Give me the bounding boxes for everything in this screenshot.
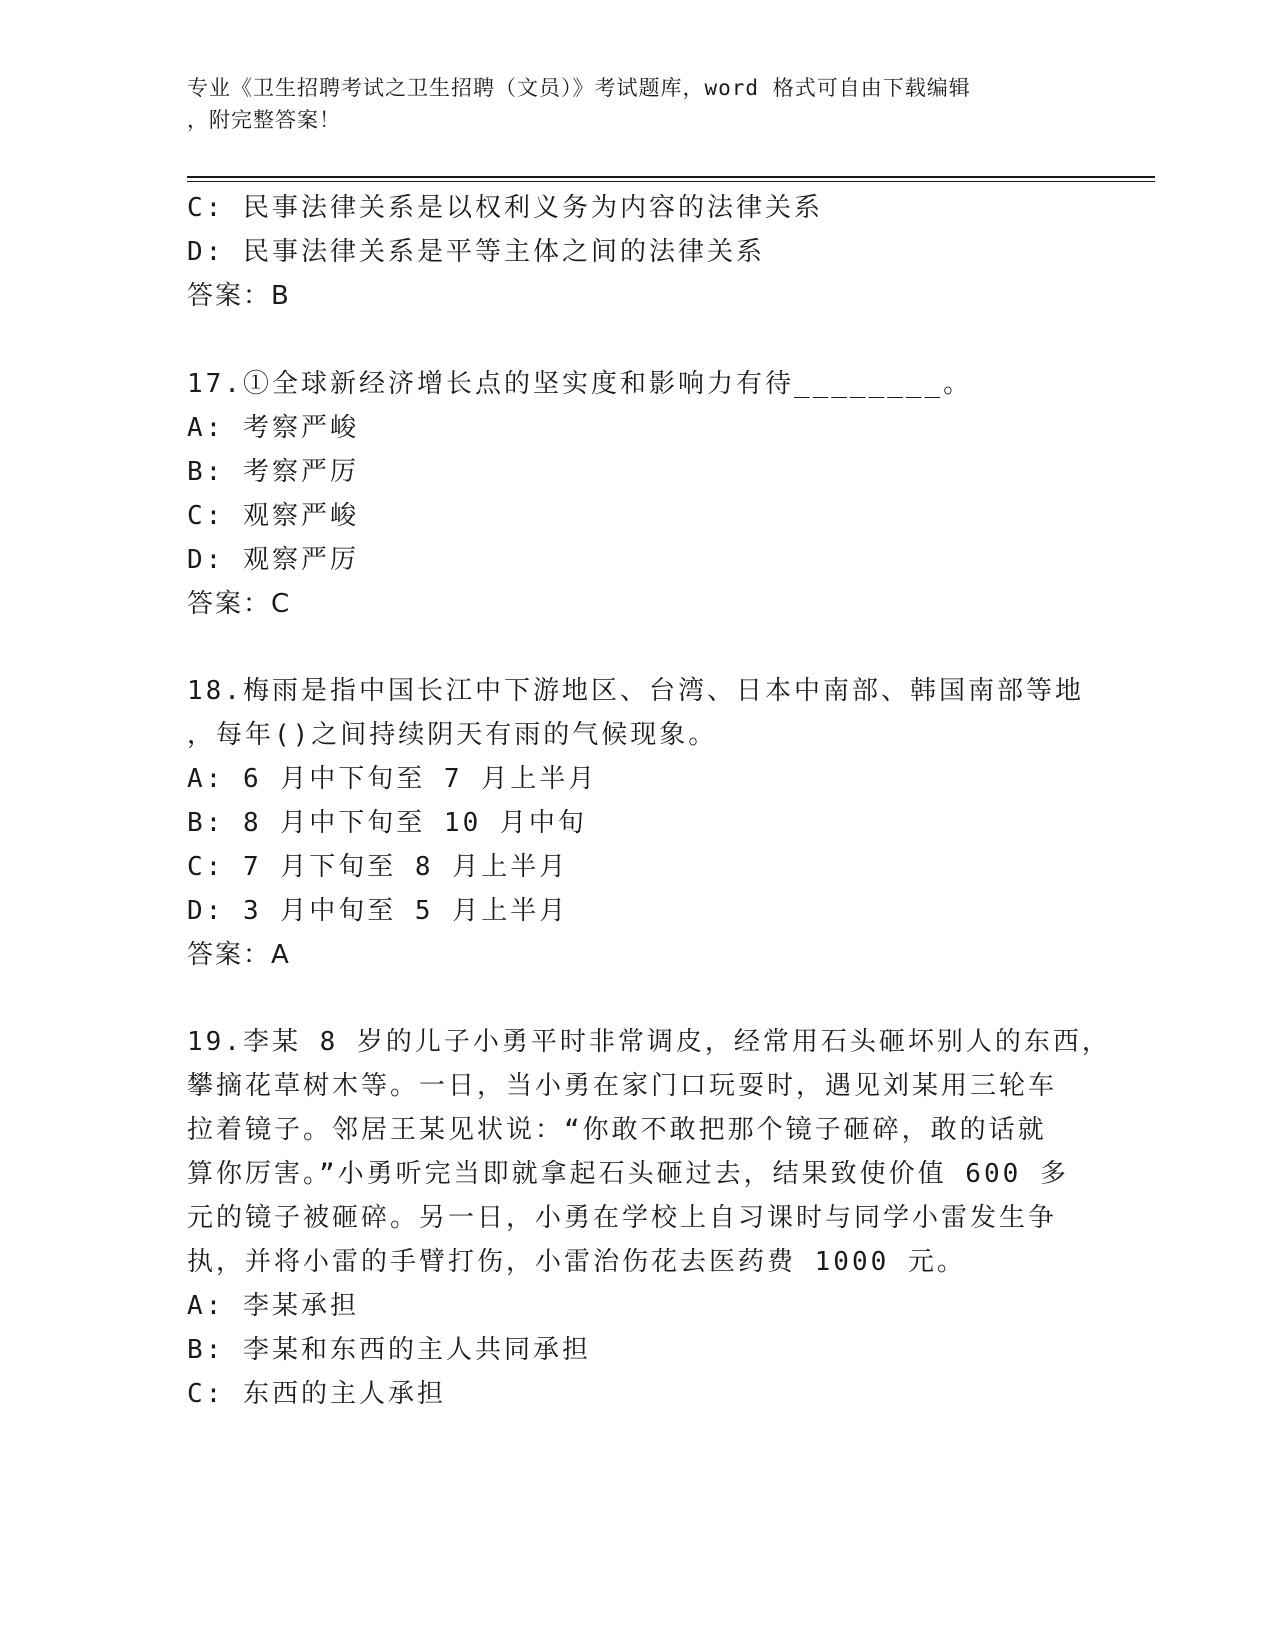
q19-question-line-6: 执，并将小雷的手臂打伤，小雷治伤花去医药费 1000 元。 (187, 1247, 966, 1277)
q19-question-line-4: 算你厉害。”小勇听完当即就拿起石头砸过去，结果致使价值 600 多 (187, 1159, 1069, 1189)
document-header (187, 72, 1077, 136)
q19-option-c: C: 东西的主人承担 (187, 1379, 446, 1409)
q18-option-b: B: 8 月中下旬至 10 月中旬 (187, 808, 587, 838)
q16-answer: 答案：B (187, 281, 291, 311)
q17-question: 17.①全球新经济增长点的坚实度和影响力有待________。 (187, 369, 973, 399)
q19-option-a: A: 李某承担 (187, 1291, 359, 1321)
header-divider-thin (187, 181, 1155, 182)
q18-option-d: D: 3 月中旬至 5 月上半月 (187, 896, 569, 926)
q18-answer: 答案：A (187, 940, 291, 970)
q17-option-d: D: 观察严厉 (187, 545, 359, 575)
header-divider-thick (187, 176, 1155, 178)
header-line-2: ，附完整答案！ (187, 108, 341, 132)
q19-question-line-5: 元的镜子被砸碎。另一日，小勇在学校上自习课时与同学小雷发生争 (187, 1203, 1058, 1233)
header-line-1: 专业《卫生招聘考试之卫生招聘（文员）》考试题库，word 格式可自由下载编辑 (187, 76, 971, 100)
q19-question-line-1: 19.李某 8 岁的儿子小勇平时非常调皮，经常用石头砸坏别人的东西， (187, 1027, 1111, 1057)
q19-question-line-2: 攀摘花草树木等。一日，当小勇在家门口玩耍时，遇见刘某用三轮车 (187, 1071, 1058, 1101)
q19-option-b: B: 李某和东西的主人共同承担 (187, 1335, 591, 1365)
q19-question-line-3: 拉着镜子。邻居王某见状说：“你敢不敢把那个镜子砸碎，敢的话就 (187, 1115, 1047, 1145)
q18-option-c: C: 7 月下旬至 8 月上半月 (187, 852, 569, 882)
q17-option-c: C: 观察严峻 (187, 501, 359, 531)
q17-option-a: A: 考察严峻 (187, 413, 359, 443)
q18-question-line-2: ，每年()之间持续阴天有雨的气候现象。 (187, 720, 718, 750)
q17-option-b: B: 考察严厉 (187, 457, 359, 487)
q16-option-c: C: 民事法律关系是以权利义务为内容的法律关系 (187, 193, 823, 223)
q18-option-a: A: 6 月中下旬至 7 月上半月 (187, 764, 598, 794)
q18-question-line-1: 18.梅雨是指中国长江中下游地区、台湾、日本中南部、韩国南部等地 (187, 676, 1084, 706)
q17-answer: 答案：C (187, 589, 292, 619)
q16-option-d: D: 民事法律关系是平等主体之间的法律关系 (187, 237, 765, 267)
